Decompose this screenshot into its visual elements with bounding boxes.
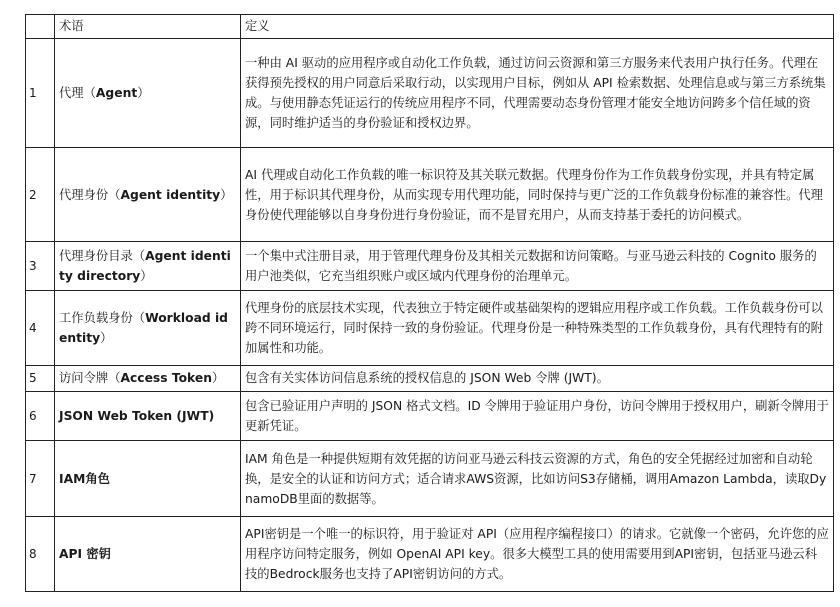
row-definition: 包含已验证用户声明的 JSON 格式文档。ID 令牌用于验证用户身份，访问令牌用于授权用户，刷新令牌用于更新凭证。 (241, 391, 834, 441)
row-term (55, 365, 241, 391)
row-term (55, 391, 241, 441)
table-row (26, 38, 834, 147)
row-number: 4 (26, 291, 55, 366)
term-end: ） (220, 187, 233, 202)
row-number: 2 (26, 147, 55, 241)
row-term (55, 242, 241, 291)
row-term (55, 291, 241, 366)
header-definition-cell: 定义 (241, 15, 834, 39)
row-number: 7 (26, 441, 55, 517)
term-cn: 访问令牌（ (59, 371, 121, 386)
term-en: API 密钥 (59, 547, 111, 562)
term-end: ） (212, 371, 225, 386)
row-term (55, 147, 241, 241)
header-term-cell: 术语 (55, 15, 241, 39)
glossary-table-wrapper (25, 14, 833, 592)
row-number: 8 (26, 517, 55, 592)
term-cn: 工作负载身份（ (59, 310, 146, 325)
row-term (55, 38, 241, 147)
term-en: Workload identity (59, 310, 228, 345)
table-row (26, 291, 834, 366)
term-end: ） (137, 85, 150, 100)
row-definition: 包含有关实体访问信息系统的授权信息的 JSON Web 令牌 (JWT)。 (241, 365, 834, 391)
row-definition: IAM 角色是一种提供短期有效凭据的访问亚马逊云科技云资源的方式，角色的安全凭据经过加密和自动轮换，是安全的认证和访问方式；适合请求AWS资源，比如访问S3存储桶，调用Amazon Lambda，读取DynamoDB里面的数据等。 (241, 441, 834, 517)
term-en: Access Token (120, 371, 212, 386)
term-en: IAM角色 (59, 471, 110, 486)
row-term (55, 517, 241, 592)
term-cn: 代理（ (59, 85, 96, 100)
row-definition: API密钥是一个唯一的标识符，用于验证对 API（应用程序编程接口）的请求。它就像一个密码，允许您的应用程序访问特定服务，例如 OpenAI API key。很多大模型工具的使用需要用到API密钥，包括亚马逊云科技的Bedrock服务也支持了API密钥访问的方式。 (241, 517, 834, 592)
term-en: Agent identity directory (59, 249, 231, 284)
table-row (26, 242, 834, 291)
row-definition: 代理身份的底层技术实现，代表独立于特定硬件或基础架构的逻辑应用程序或工作负载。工作负载身份可以跨不同环境运行，同时保持一致的身份验证。代理身份是一种特殊类型的工作负载身份，具有代理特有的附加属性和功能。 (241, 291, 834, 366)
term-en: Agent identity (120, 187, 221, 202)
header-num-cell (26, 15, 55, 39)
term-en: Agent (95, 85, 138, 100)
row-definition: AI 代理或自动化工作负载的唯一标识符及其关联元数据。代理身份作为工作负载身份实现，并具有特定属性，用于标识其代理身份，从而实现专用代理功能，同时保持与更广泛的工作负载身份标准的兼容性。代理身份使代理能够以自身身份进行身份验证，而不是冒充用户，从而支持基于委托的访问模式。 (241, 147, 834, 241)
table-row (26, 441, 834, 517)
table-row (26, 365, 834, 391)
row-number: 3 (26, 242, 55, 291)
term-en: JSON Web Token (JWT) (59, 409, 215, 424)
glossary-table (25, 14, 834, 592)
row-number: 1 (26, 38, 55, 147)
term-end: ） (100, 330, 113, 345)
row-number: 6 (26, 391, 55, 441)
table-row (26, 517, 834, 592)
table-header-row (26, 15, 834, 39)
row-number: 5 (26, 365, 55, 391)
term-end: ） (140, 269, 153, 284)
row-definition: 一个集中式注册目录，用于管理代理身份及其相关元数据和访问策略。与亚马逊云科技的 Cognito 服务的用户池类似，它充当组织账户或区域内代理身份的治理单元。 (241, 242, 834, 291)
term-cn: 代理身份目录（ (59, 249, 146, 264)
term-cn: 代理身份（ (59, 187, 121, 202)
table-row (26, 391, 834, 441)
row-term (55, 441, 241, 517)
table-row (26, 147, 834, 241)
row-definition: 一种由 AI 驱动的应用程序或自动化工作负载，通过访问云资源和第三方服务来代表用户执行任务。代理在获得预先授权的用户同意后采取行动，以实现用户目标，例如从 API 检索数据、处理信息或与第三方系统集成。与使用静态凭证运行的传统应用程序不同，代理需要动态身份管理才能安全地访问跨多个信任域的资源，同时维护适当的身份验证和授权边界。 (241, 38, 834, 147)
